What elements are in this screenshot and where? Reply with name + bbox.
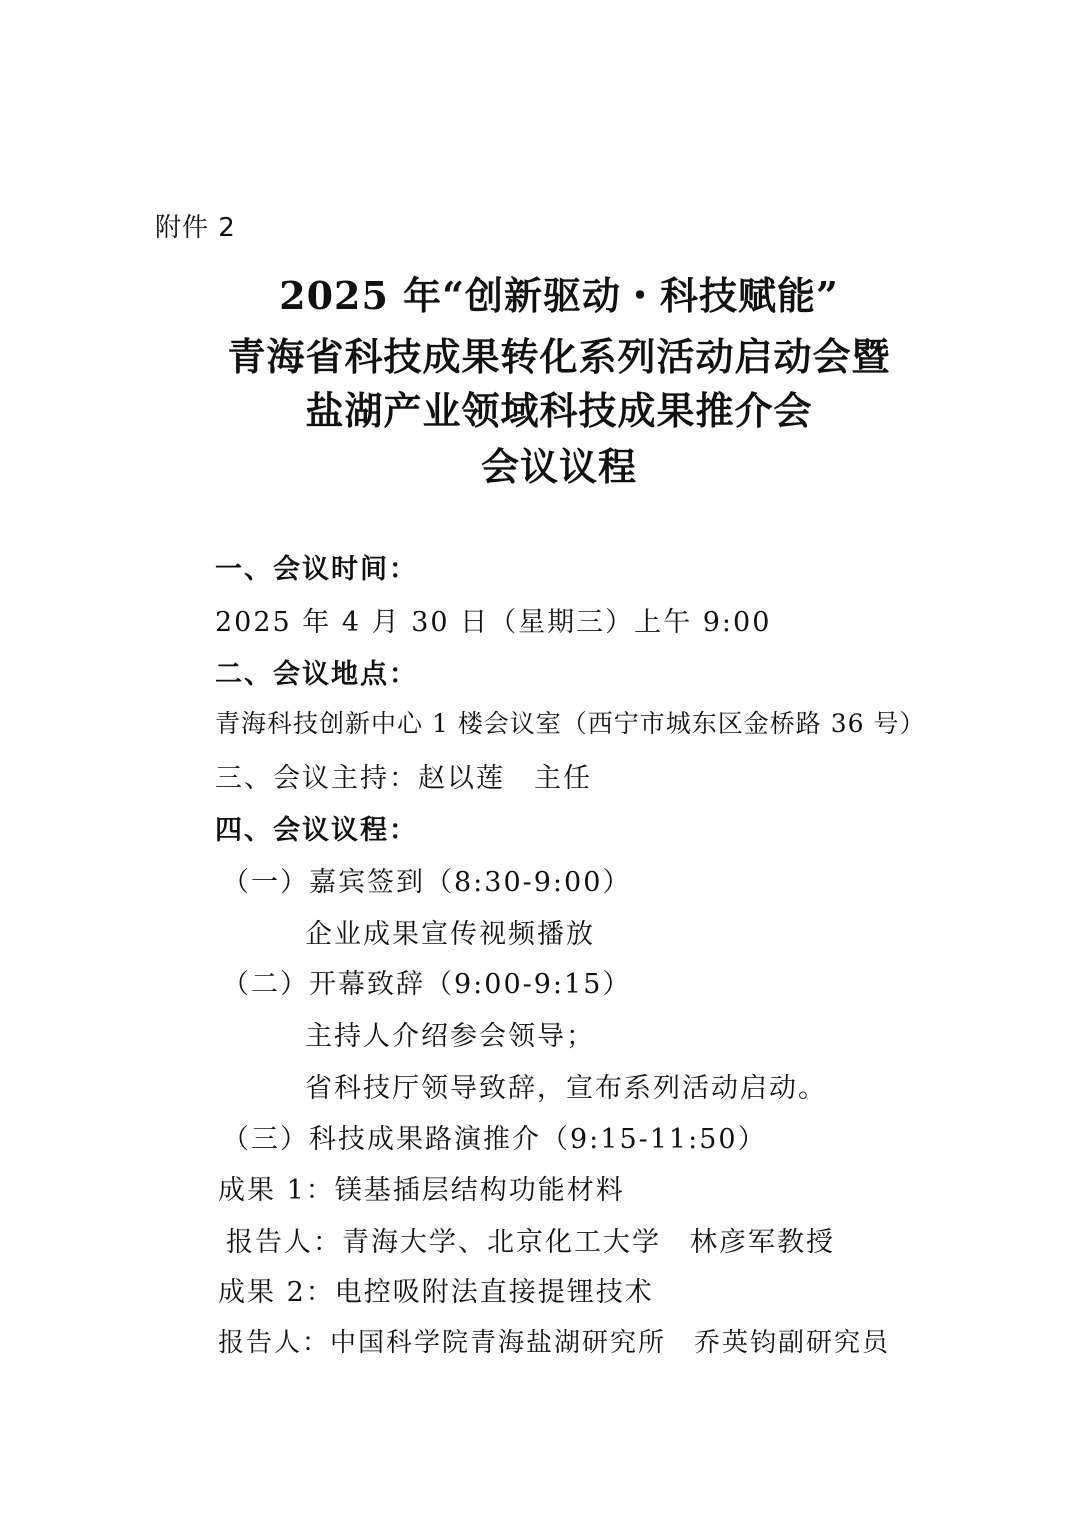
agenda-item-3-title: （三）科技成果路演推介（9:15-11:50） bbox=[222, 1124, 767, 1155]
agenda-item-1-detail: 企业成果宣传视频播放 bbox=[305, 919, 595, 950]
title-line-4: 会议议程 bbox=[480, 444, 637, 489]
title-line-3: 盐湖产业领域科技成果推介会 bbox=[305, 388, 813, 433]
agenda-item-2-detail-1: 主持人介绍参会领导； bbox=[305, 1021, 595, 1052]
agenda-item-1-title: （一）嘉宾签到（8:30-9:00） bbox=[222, 867, 632, 898]
reporter-1: 报告人：青海大学、北京化工大学 林彦军教授 bbox=[226, 1227, 835, 1258]
location-value: 青海科技创新中心 1 楼会议室（西宁市城东区金桥路 36 号） bbox=[215, 709, 926, 738]
agenda-item-2-detail-2: 省科技厅领导致辞，宣布系列活动启动。 bbox=[305, 1073, 827, 1104]
time-value: 2025 年 4 月 30 日（星期三）上午 9:00 bbox=[215, 607, 772, 638]
result-1: 成果 1：镁基插层结构功能材料 bbox=[218, 1175, 625, 1206]
attachment-label: 附件 2 bbox=[155, 213, 236, 243]
time-heading: 一、会议时间： bbox=[215, 554, 418, 585]
agenda-item-2-title: （二）开幕致辞（9:00-9:15） bbox=[222, 969, 632, 1000]
host-line: 三、会议主持：赵以莲 主任 bbox=[215, 763, 592, 794]
title-line-2: 青海省科技成果转化系列活动启动会暨 bbox=[227, 334, 891, 379]
result-2: 成果 2：电控吸附法直接提锂技术 bbox=[218, 1277, 654, 1308]
location-heading: 二、会议地点： bbox=[215, 659, 418, 690]
agenda-heading: 四、会议议程： bbox=[215, 815, 418, 846]
title-line-1: 2025 年“创新驱动・科技赋能” bbox=[279, 273, 839, 318]
reporter-2: 报告人：中国科学院青海盐湖研究所 乔英钧副研究员 bbox=[218, 1328, 891, 1358]
